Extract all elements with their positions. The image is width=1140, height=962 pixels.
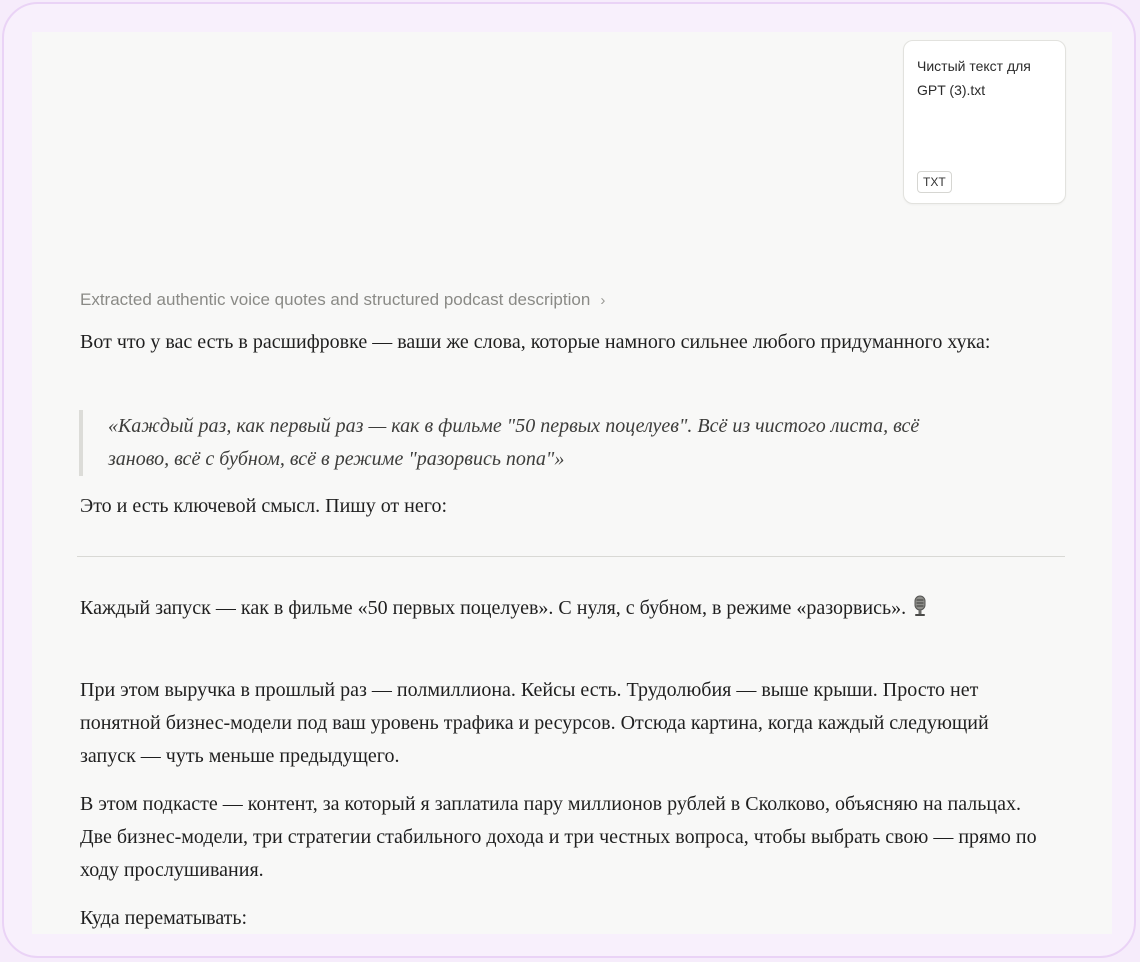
- horizontal-divider: [77, 556, 1065, 557]
- podcast-paragraph-2: При этом выручка в прошлый раз — полмиллиона. Кейсы есть. Трудолюбия — выше крыши. Просто нет понятной бизнес-модели под ваш уровень трафика и ресурсов. Отсюда картина, когда каждый следующий запуск — чуть меньше предыдущего.: [80, 679, 989, 767]
- transcript-quote: «Каждый раз, как первый раз — как в фильме "50 первых поцелуев". Всё из чистого листа, всё заново, всё с бубном, всё в режиме "разорвись попа"»: [79, 410, 979, 476]
- podcast-paragraph-3: В этом подкасте — контент, за который я заплатила пару миллионов рублей в Сколково, объясняю на пальцах. Две бизнес-модели, три стратегии стабильного дохода и три честных вопроса, чтобы выбрать свою — прямо по ходу прослушивания.: [80, 793, 1037, 881]
- thinking-summary-text: Extracted authentic voice quotes and structured podcast description: [80, 290, 591, 309]
- microphone-icon: [912, 595, 928, 628]
- chevron-right-icon: ›: [600, 292, 606, 309]
- attachment-card[interactable]: [903, 40, 1066, 204]
- message-intro: Вот что у вас есть в расшифровке — ваши же слова, которые намного сильнее любого придуманного хука:: [80, 331, 991, 353]
- thinking-summary-toggle[interactable]: [80, 288, 605, 313]
- podcast-paragraph-1: [80, 592, 980, 628]
- podcast-paragraph-4: Куда перематывать:: [80, 907, 248, 929]
- attachment-type-badge: TXT: [917, 171, 952, 193]
- attachment-file-name: Чистый текст для GPT (3).txt: [917, 58, 1031, 98]
- window-frame: [2, 2, 1136, 958]
- chat-panel: [32, 32, 1112, 934]
- podcast-paragraph-1-text: Каждый запуск — как в фильме «50 первых поцелуев». С нуля, с бубном, в режиме «разорвись».: [80, 597, 907, 619]
- message-key-point: Это и есть ключевой смысл. Пишу от него:: [80, 495, 448, 517]
